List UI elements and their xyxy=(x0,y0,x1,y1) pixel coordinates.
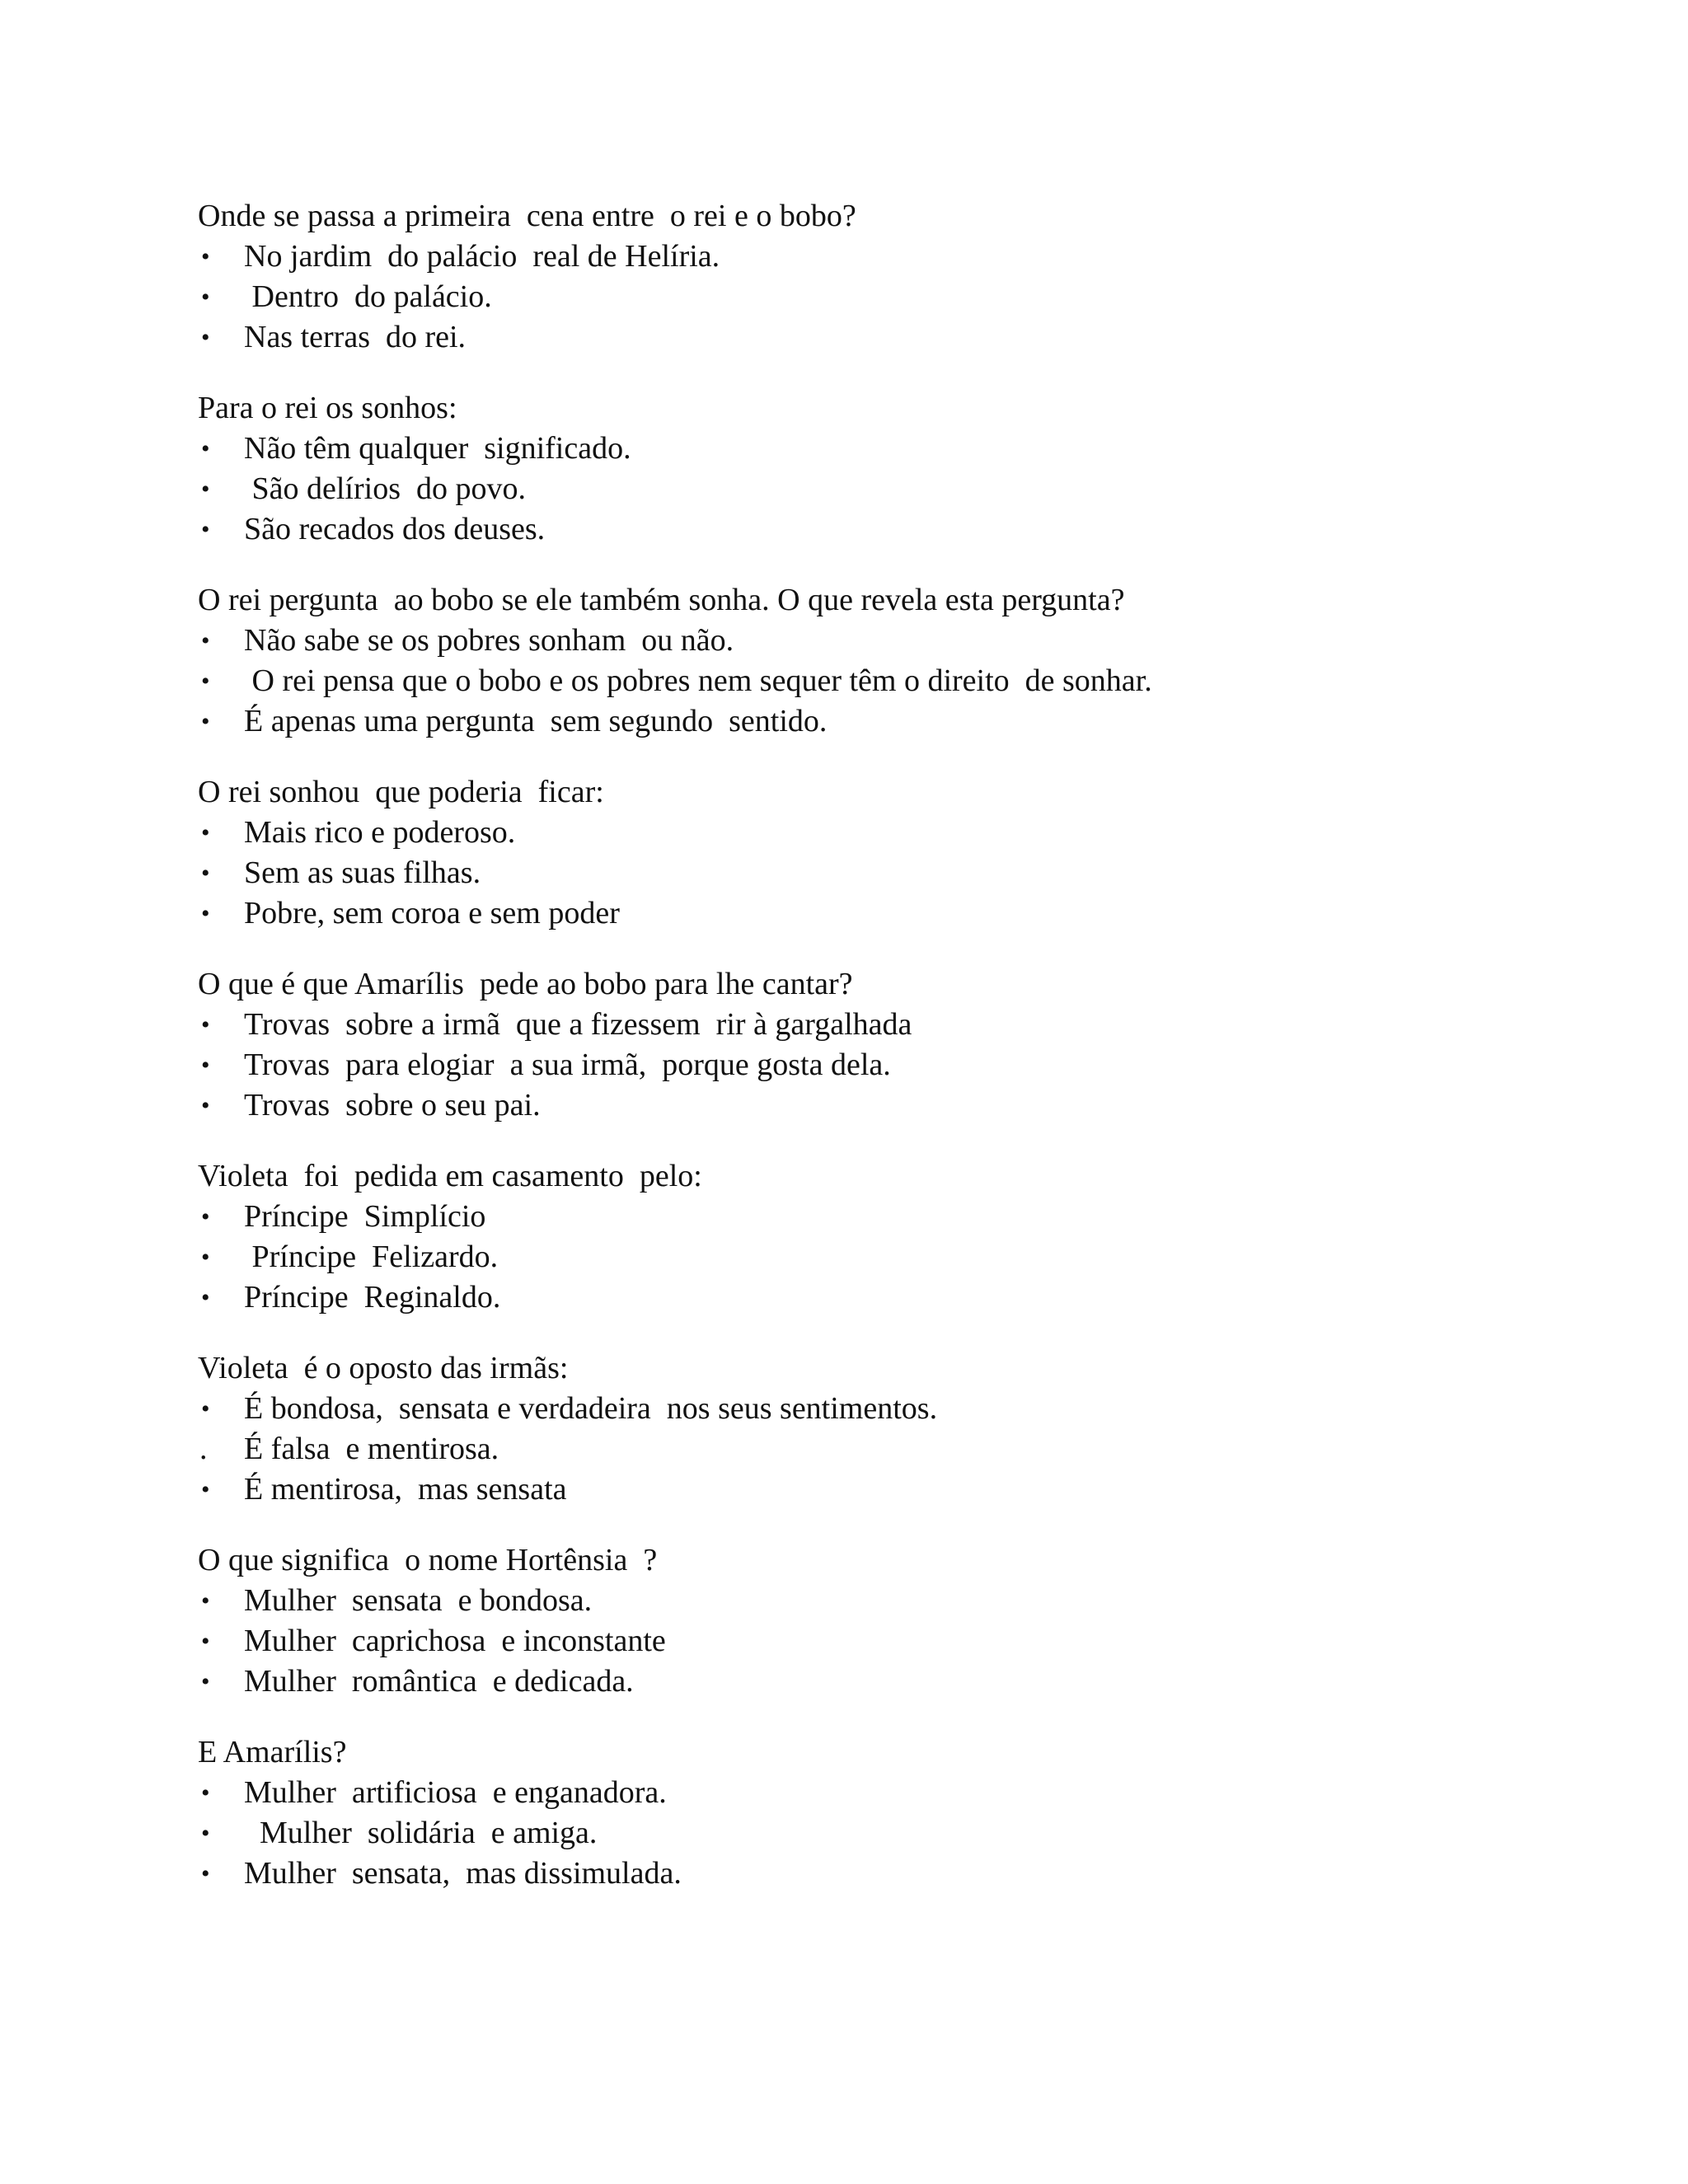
option-text: Príncipe Reginaldo. xyxy=(244,1280,501,1315)
answer-option xyxy=(198,429,1599,469)
answer-option xyxy=(198,1661,1599,1702)
option-text: São delírios do povo. xyxy=(244,471,526,506)
bullet-icon: • xyxy=(201,860,210,887)
answer-option xyxy=(198,1005,1599,1045)
bullet-icon: • xyxy=(201,1860,210,1887)
bullet-icon: • xyxy=(201,627,210,654)
question-block xyxy=(198,1156,1599,1318)
option-text: Nas terras do rei. xyxy=(244,320,467,354)
answer-option xyxy=(198,1469,1599,1510)
bullet-icon: • xyxy=(201,1011,210,1038)
option-text: Dentro do palácio. xyxy=(244,279,492,314)
option-text: Mulher artificiosa e enganadora. xyxy=(244,1775,667,1810)
bullet-icon: • xyxy=(201,284,210,311)
answer-option xyxy=(198,1389,1599,1429)
option-text: É apenas uma pergunta sem segundo sentido. xyxy=(244,704,828,738)
answer-option xyxy=(198,661,1599,701)
option-text: Mulher sensata, mas dissimulada. xyxy=(244,1856,682,1891)
question-text: Violeta é o oposto das irmãs: xyxy=(198,1351,569,1385)
question-block xyxy=(198,1732,1599,1894)
bullet-icon: • xyxy=(201,1628,210,1655)
answer-option xyxy=(198,1085,1599,1126)
question-text: Onde se passa a primeira cena entre o rei e o bobo? xyxy=(198,199,856,233)
question-text: Violeta foi pedida em casamento pelo: xyxy=(198,1159,702,1193)
answer-option xyxy=(198,1854,1599,1894)
option-text: Mulher romântica e dedicada. xyxy=(244,1664,634,1699)
bullet-icon: • xyxy=(201,1820,210,1847)
option-text: Trovas sobre a irmã que a fizessem rir à gargalhada xyxy=(244,1007,912,1042)
option-text: Mais rico e poderoso. xyxy=(244,815,516,850)
bullet-icon: • xyxy=(201,1203,210,1230)
option-text: É bondosa, sensata e verdadeira nos seus sentimentos. xyxy=(244,1391,938,1426)
option-text: Trovas para elogiar a sua irmã, porque gosta dela. xyxy=(244,1047,891,1082)
question-block xyxy=(198,1348,1599,1510)
question-text: O que é que Amarílis pede ao bobo para lhe cantar? xyxy=(198,967,853,1001)
option-text: Não sabe se os pobres sonham ou não. xyxy=(244,623,734,658)
answer-option xyxy=(198,1277,1599,1318)
option-text: São recados dos deuses. xyxy=(244,512,546,546)
option-text: É falsa e mentirosa. xyxy=(244,1432,499,1466)
bullet-icon: • xyxy=(201,243,210,270)
answer-option xyxy=(198,317,1599,358)
bullet-icon: • xyxy=(201,1476,210,1503)
bullet-icon: • xyxy=(201,900,210,927)
option-text: Pobre, sem coroa e sem poder xyxy=(244,896,620,930)
option-text: Príncipe Simplício xyxy=(244,1199,486,1234)
answer-option xyxy=(198,701,1599,742)
question-text: O que significa o nome Hortênsia ? xyxy=(198,1543,658,1577)
bullet-icon: • xyxy=(201,1284,210,1311)
question-block xyxy=(198,580,1599,742)
question-block xyxy=(198,388,1599,550)
question-text: E Amarílis? xyxy=(198,1735,347,1769)
question-block xyxy=(198,196,1599,358)
bullet-icon: • xyxy=(201,819,210,846)
question-block xyxy=(198,1540,1599,1702)
answer-option xyxy=(198,1773,1599,1813)
option-text: Mulher caprichosa e inconstante xyxy=(244,1624,666,1658)
bullet-icon: • xyxy=(201,324,210,351)
answer-option xyxy=(198,1581,1599,1621)
answer-option xyxy=(198,237,1599,277)
answer-option xyxy=(198,1621,1599,1661)
answer-option xyxy=(198,621,1599,661)
question-text: O rei sonhou que poderia ficar: xyxy=(198,775,604,809)
bullet-icon: • xyxy=(201,1244,210,1271)
answer-option xyxy=(198,277,1599,317)
bullet-icon: • xyxy=(201,516,210,543)
option-text: Mulher sensata e bondosa. xyxy=(244,1583,593,1618)
answer-option xyxy=(198,1813,1599,1854)
answer-option xyxy=(198,509,1599,550)
bullet-icon: • xyxy=(201,1779,210,1807)
option-text: No jardim do palácio real de Helíria. xyxy=(244,239,720,274)
option-text: Mulher solidária e amiga. xyxy=(244,1816,598,1850)
bullet-icon: . xyxy=(199,1432,208,1466)
answer-option xyxy=(198,1237,1599,1277)
answer-option xyxy=(198,813,1599,853)
question-block xyxy=(198,964,1599,1126)
option-text: Sem as suas filhas. xyxy=(244,855,481,890)
bullet-icon: • xyxy=(201,1052,210,1079)
option-text: Príncipe Felizardo. xyxy=(244,1240,499,1274)
answer-option xyxy=(198,1429,1599,1469)
option-text: O rei pensa que o bobo e os pobres nem sequer têm o direito de sonhar. xyxy=(244,663,1152,698)
bullet-icon: • xyxy=(201,1092,210,1119)
bullet-icon: • xyxy=(201,435,210,462)
option-text: Trovas sobre o seu pai. xyxy=(244,1088,541,1122)
document-page xyxy=(198,196,1599,1924)
option-text: Não têm qualquer significado. xyxy=(244,431,631,466)
question-text: Para o rei os sonhos: xyxy=(198,391,457,425)
question-text: O rei pergunta ao bobo se ele também sonha. O que revela esta pergunta? xyxy=(198,583,1125,617)
answer-option xyxy=(198,1197,1599,1237)
bullet-icon: • xyxy=(201,668,210,695)
bullet-icon: • xyxy=(201,708,210,735)
bullet-icon: • xyxy=(201,1587,210,1615)
answer-option xyxy=(198,853,1599,893)
answer-option xyxy=(198,469,1599,509)
bullet-icon: • xyxy=(201,476,210,503)
answer-option xyxy=(198,893,1599,934)
bullet-icon: • xyxy=(201,1668,210,1695)
option-text: É mentirosa, mas sensata xyxy=(244,1472,567,1507)
answer-option xyxy=(198,1045,1599,1085)
bullet-icon: • xyxy=(201,1395,210,1422)
question-block xyxy=(198,772,1599,934)
